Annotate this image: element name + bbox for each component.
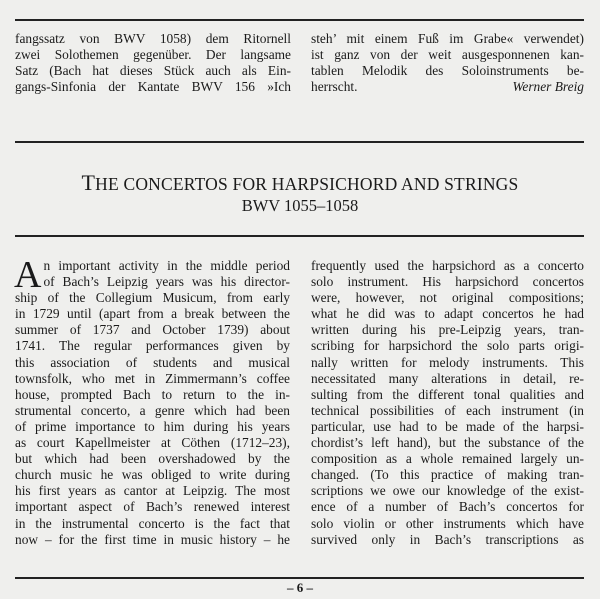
text-line: tablen Melodik des Soloinstruments be- (311, 63, 584, 79)
text-line: solo violin or other instruments which have (311, 515, 584, 531)
section-title-initial: T (81, 170, 96, 195)
section-title-rest: HE CONCERTOS FOR HARPSICHORD AND STRINGS (95, 174, 519, 194)
text-line: Satz (Bach hat dieses Stück auch als Ein- (15, 63, 291, 79)
bottom-rule (15, 577, 584, 579)
body-right-column (311, 258, 584, 548)
text-line: ist ganz von der weit ausgesponnenen kan- (311, 47, 584, 63)
signature-line (311, 79, 584, 95)
text-line: scriptions we owe our knowledge of the exist- (311, 483, 584, 499)
text-line: house, prompted Bach to return to the in- (15, 386, 290, 402)
text-line: scribing for harpsichord the solo parts origi- (311, 338, 584, 354)
text-line: nally written for melody instruments. This (311, 354, 584, 370)
text-line: sulting from the different tonal qualities and (311, 386, 584, 402)
text-line: gangs-Sinfonia der Kantate BWV 156 »Ich (15, 79, 291, 95)
section-subtitle: BWV 1055–1058 (241, 196, 359, 215)
text-line: this association of students and musical (15, 354, 290, 370)
text-line: written during his pre-Leipzig years, tran- (311, 322, 584, 338)
text-line: technical possibilities of each instrument (in (311, 402, 584, 418)
text-line: were, however, not original compositions; (311, 290, 584, 306)
text-line: steh’ mit einem Fuß im Grabe« verwendet) (311, 31, 584, 46)
prev-section-right-column (311, 31, 584, 95)
text-line: zwei Solothemen gegenüber. Der langsame (15, 47, 291, 63)
text-line: changed. (To this practice of making tran- (311, 467, 584, 483)
text-line: of Bach’s Leipzig years was his director- (43, 274, 290, 290)
text-line: summer of 1737 and October 1739) about (15, 322, 290, 338)
text-line: but which had been overshadowed by the (15, 451, 290, 467)
text-line: church music he was obliged to write during (15, 467, 290, 483)
text-line: ence of a number of Bach’s concertos for (311, 499, 584, 515)
text-line: chordist’s left hand), but the substance of the (311, 435, 584, 451)
author-signature: Werner Breig (512, 79, 584, 95)
text-line: frequently used the harpsichord as a concerto (311, 258, 584, 273)
prev-section-left-column (15, 31, 291, 95)
text-line: 1741. The regular performances given by (15, 338, 290, 354)
section-top-rule (15, 141, 584, 143)
text-line: townsfolk, who met in Zimmermann’s coffee (15, 370, 290, 386)
dropcap: A (14, 254, 42, 296)
text-line: solo instrument. His harpsichord concertos (311, 274, 584, 290)
text-line: of prime importance to him during his years (15, 418, 290, 434)
body-left-column (14, 254, 290, 548)
text-line: now – for the first time in music history – he (15, 531, 290, 547)
text-line: ship of the Collegium Musicum, from early (15, 290, 290, 306)
text-line: his first years as cantor at Leipzig. The most (15, 483, 290, 499)
text-line: in the instrumental concerto is the fact that (15, 515, 290, 531)
text-line: in 1729 until (apart from a break between the (15, 306, 290, 322)
text-line: necessitated many alterations in detail, re- (311, 370, 584, 386)
text-line: strumental concerto, a genre which had been (15, 402, 290, 418)
text-line: what he did was to adapt concertos he had (311, 306, 584, 322)
text-line: particular, use had to be made of the harpsi- (311, 418, 584, 434)
section-bottom-rule (15, 235, 584, 237)
dropcap-paragraph (14, 254, 290, 296)
top-rule (15, 19, 584, 21)
text-line: fangssatz von BWV 1058) dem Ritornell (15, 31, 291, 46)
text-line: survived only in Bach’s transcriptions as (311, 531, 584, 547)
page-number: – 6 – (287, 580, 313, 595)
text-line: herrscht. (311, 79, 358, 95)
section-title (0, 171, 600, 196)
text-line: n important activity in the middle period (43, 258, 290, 273)
text-line: important aspect of Bach’s renewed interest (15, 499, 290, 515)
text-line: as court Kapellmeister at Cöthen (1712–23), (15, 435, 290, 451)
text-line: composition as a whole remained largely un- (311, 451, 584, 467)
